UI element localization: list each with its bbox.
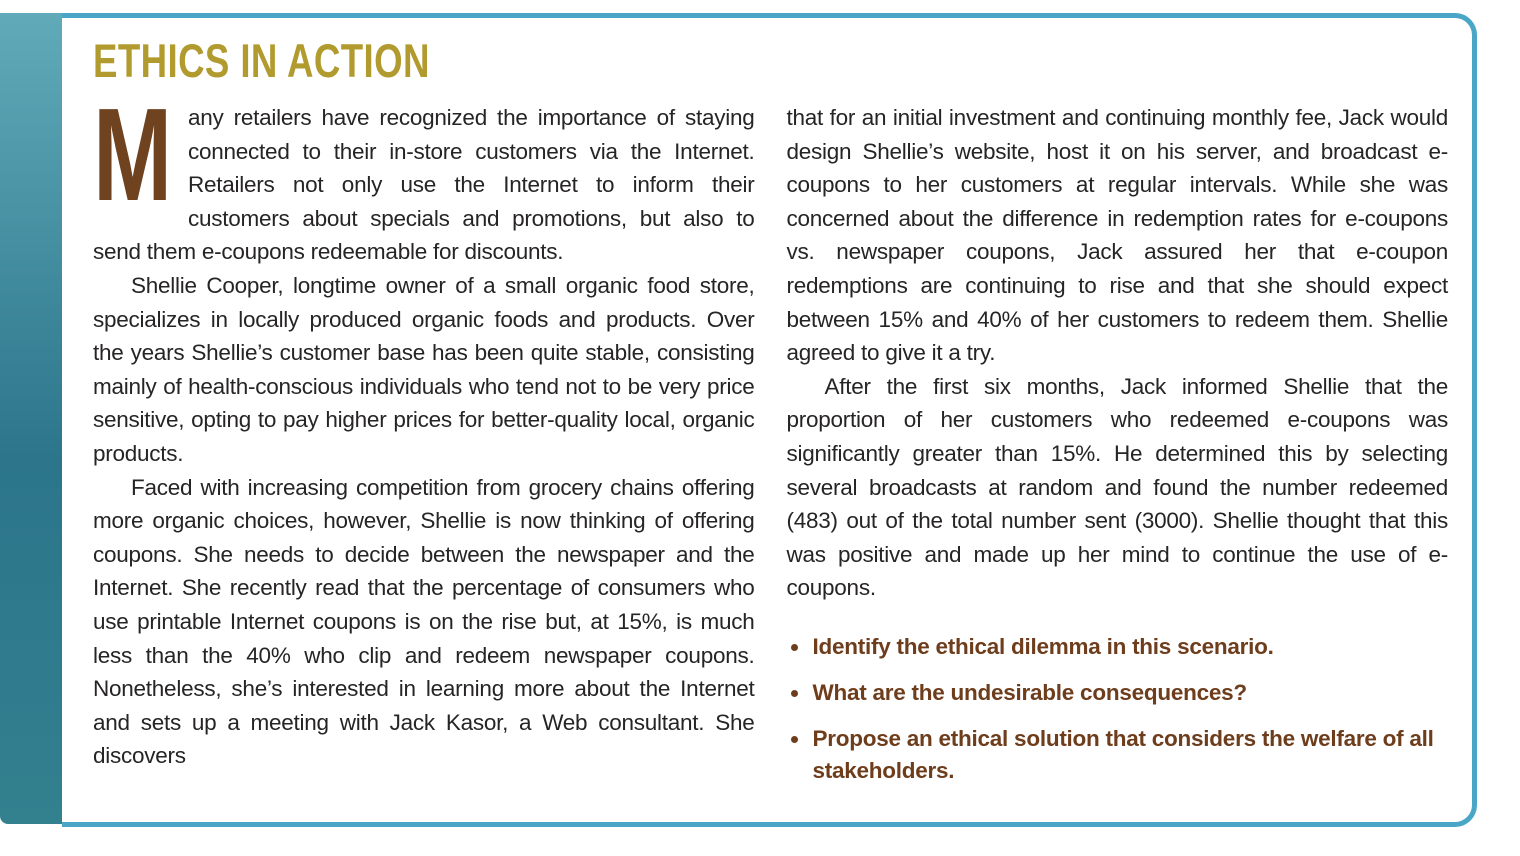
bullet-item-1: • Identify the ethical dilemma in this scenario. bbox=[811, 631, 1449, 663]
ethics-in-action-panel bbox=[62, 13, 1477, 827]
panel-heading-text: ETHICS IN ACTION bbox=[93, 34, 430, 87]
paragraph-3: Faced with increasing competition from grocery chains offering more organic choices, however, Shellie is now thinking of offering coupons. She needs to decide between the newspaper and the Internet. She recently read that the percentage of consumers who use printable Internet coupons is on the rise but, at 15%, is much less than the 40% who clip and redeem newspaper coupons. Nonetheless, she’s interested in learning more about the Internet and sets up a meeting with Jack Kasor, a Web consultant. She discovers bbox=[93, 474, 755, 769]
paragraph-1 bbox=[93, 81, 755, 269]
paragraph-5: After the first six months, Jack informed Shellie that the proportion of her customers who redeemed e-coupons was significantly greater than 15%. He determined this by selecting several broadcasts at random and found the number redeemed (483) out of the total number sent (3000). Shellie thought that this was positive and made up her mind to continue the use of e-coupons. bbox=[786, 373, 1448, 601]
side-accent-bar bbox=[0, 13, 62, 824]
drop-cap: M bbox=[93, 81, 172, 228]
two-column-text bbox=[93, 81, 1448, 801]
paragraph-4: that for an initial investment and continuing monthly fee, Jack would design Shellie’s website, host it on his server, and broadcast e-coupons to her customers at regular intervals. While she was concerned about the difference in redemption rates for e-coupons vs. newspaper coupons, Jack assured her that e-coupon redemptions are continuing to rise and that she should expect between 15% and 40% of her customers to redeem them. Shellie agreed to give it a try. bbox=[786, 105, 1448, 366]
discussion-questions bbox=[787, 631, 1449, 787]
panel-heading bbox=[93, 34, 1448, 87]
right-column bbox=[787, 101, 1449, 801]
paragraph-2: Shellie Cooper, longtime owner of a small organic food store, specializes in locally produced organic foods and products. Over the years Shellie’s customer base has been quite stable, consisting mainly of health-conscious individuals who tend not to be very price sensitive, opting to pay higher prices for better-quality local, organic products. bbox=[93, 272, 755, 466]
bullet-item-2: • What are the undesirable consequences? bbox=[811, 677, 1449, 709]
paragraph-1-text: any retailers have recognized the importance of staying connected to their in-store customers via the Internet. Retailers not only use the Internet to inform their customers about specials and promotions, but also to send them e-coupons redeemable for discounts. bbox=[93, 105, 755, 265]
left-column bbox=[93, 81, 755, 801]
bullet-item-3: • Propose an ethical solution that considers the welfare of all stakeholders. bbox=[811, 723, 1449, 787]
